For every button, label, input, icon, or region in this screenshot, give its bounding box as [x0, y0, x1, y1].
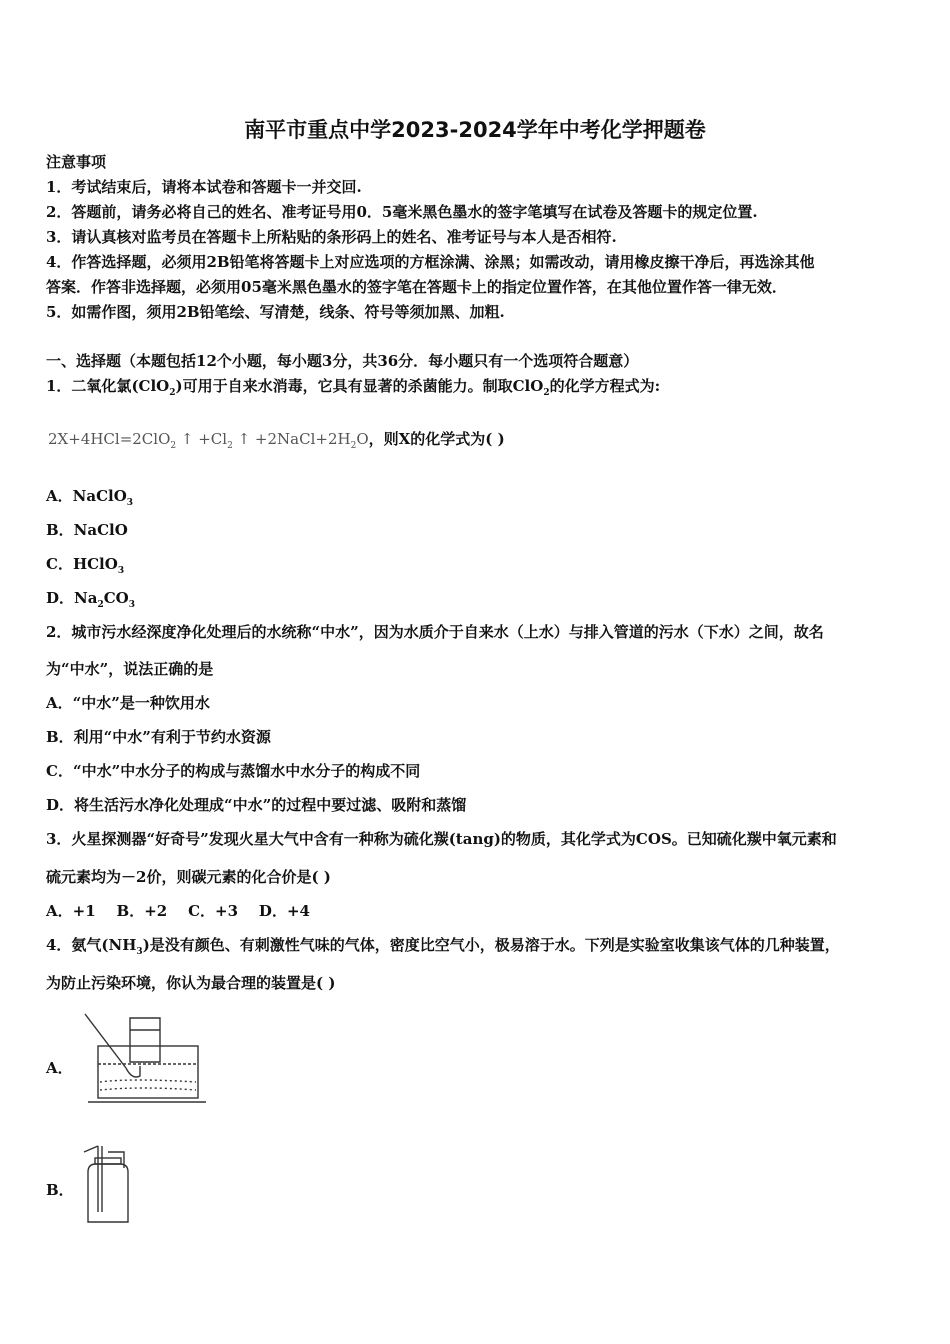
question-1-stem: [46, 376, 660, 403]
q1-option-d-sub: 2: [97, 600, 104, 610]
section-heading: 一、选择题（本题包括12个小题，每小题3分，共36分．每小题只有一个选项符合题意）: [46, 352, 639, 370]
eq-sub-3: 2: [350, 441, 357, 451]
eq-part-1: 2X+4HCl=2ClO: [48, 430, 171, 448]
notice-item-4-cont: 答案．作答非选择题，必须用05毫米黑色墨水的签字笔在答题卡上的指定位置作答，在其他位置作答一律无效．: [46, 278, 787, 296]
q1-option-d-after: CO: [103, 589, 129, 607]
q1-option-c-text: C．HClO: [46, 555, 118, 573]
q1-option-d-text: D．Na: [46, 589, 98, 607]
eq-part-3: ↑ +2NaCl+2H: [237, 430, 351, 448]
q1-stem-sub-1: 2: [169, 388, 176, 398]
q1-stem-part-b: )可用于自来水消毒，它具有显著的杀菌能力。制取ClO: [175, 377, 544, 395]
eq-sub-1: 2: [170, 441, 177, 451]
q1-stem-sub-2: 2: [543, 388, 550, 398]
page-title: 南平市重点中学2023-2024学年中考化学押题卷: [244, 118, 706, 142]
question-4-stem-line2: 为防止污染环境，你认为最合理的装置是( ): [46, 974, 336, 992]
q2-option-a: A．“中水”是一种饮用水: [46, 694, 210, 712]
water-trough-apparatus-image: [80, 1012, 210, 1110]
q1-option-a-text: A．NaClO: [46, 487, 127, 505]
notice-heading: 注意事项: [46, 153, 107, 171]
q1-stem-part-c: 的化学方程式为:: [549, 377, 661, 395]
q2-option-d: D．将生活污水净化处理成“中水”的过程中要过滤、吸附和蒸馏: [46, 796, 467, 814]
q1-option-c: [46, 554, 124, 581]
q4-option-a-label: A．: [46, 1059, 73, 1077]
q4-stem-part-a: 4．氨气(NH: [46, 936, 137, 954]
q1-option-a: [46, 486, 133, 513]
question-3-stem-line2: 硫元素均为－2价，则碳元素的化合价是( ): [46, 868, 331, 886]
q4-option-b-label: B．: [46, 1181, 74, 1199]
eq-tail: ，则X的化学式为( ): [368, 430, 505, 448]
q1-option-c-sub: 3: [117, 566, 125, 576]
notice-item-4: 4．作答选择题，必须用2B铅笔将答题卡上对应选项的方框涂满、涂黑；如需改动，请用橡皮擦干净后，再选涂其他: [46, 253, 815, 271]
gas-bottle-apparatus-image: [80, 1142, 140, 1226]
eq-sub-2: 2: [227, 441, 233, 451]
notice-item-5: 5．如需作图，须用2B铅笔绘、写清楚，线条、符号等须加黑、加粗.: [46, 303, 505, 321]
q1-option-d: [46, 588, 135, 615]
q3-options: A．+1 B．+2 C．+3 D．+4: [46, 902, 310, 920]
q1-stem-part-a: 1．二氧化氯(ClO: [46, 377, 170, 395]
q1-option-b-text: B．NaClO: [46, 521, 128, 539]
notice-item-3: 3．请认真核对监考员在答题卡上所粘贴的条形码上的姓名、准考证号与本人是否相符.: [46, 228, 617, 246]
question-4-stem-line1: [46, 935, 840, 962]
q1-option-a-sub: 3: [126, 498, 134, 508]
question-2-stem-line1: 2．城市污水经深度净化处理后的水统称“中水”，因为水质介于自来水（上水）与排入管道的污水（下水）之间，故名: [46, 623, 824, 641]
q1-equation: [48, 428, 505, 451]
eq-part-4: O: [356, 430, 369, 448]
q2-option-c: C．“中水”中水分子的构成与蒸馏水中水分子的构成不同: [46, 762, 421, 780]
eq-part-2: ↑ +Cl: [180, 430, 228, 448]
q1-option-d-sub2: 3: [128, 600, 135, 610]
notice-item-2: 2．答题前，请务必将自己的姓名、准考证号用0．5毫米黑色墨水的签字笔填写在试卷及答题卡的规定位置.: [46, 203, 758, 221]
question-3-stem-line1: 3．火星探测器“好奇号”发现火星大气中含有一种称为硫化羰(tang)的物质，其化学式为COS。已知硫化羰中氧元素和: [46, 830, 837, 848]
question-2-stem-line2: 为“中水”，说法正确的是: [46, 660, 214, 678]
q4-stem-sub: 3: [136, 947, 143, 957]
q2-option-b: B．利用“中水”有利于节约水资源: [46, 728, 271, 746]
q1-option-b: [46, 520, 128, 540]
notice-item-1: 1．考试结束后，请将本试卷和答题卡一并交回.: [46, 178, 362, 196]
q4-stem-part-b: )是没有颜色、有刺激性气味的气体，密度比空气小，极易溶于水。下列是实验室收集该气体的几种装置，: [142, 936, 840, 954]
